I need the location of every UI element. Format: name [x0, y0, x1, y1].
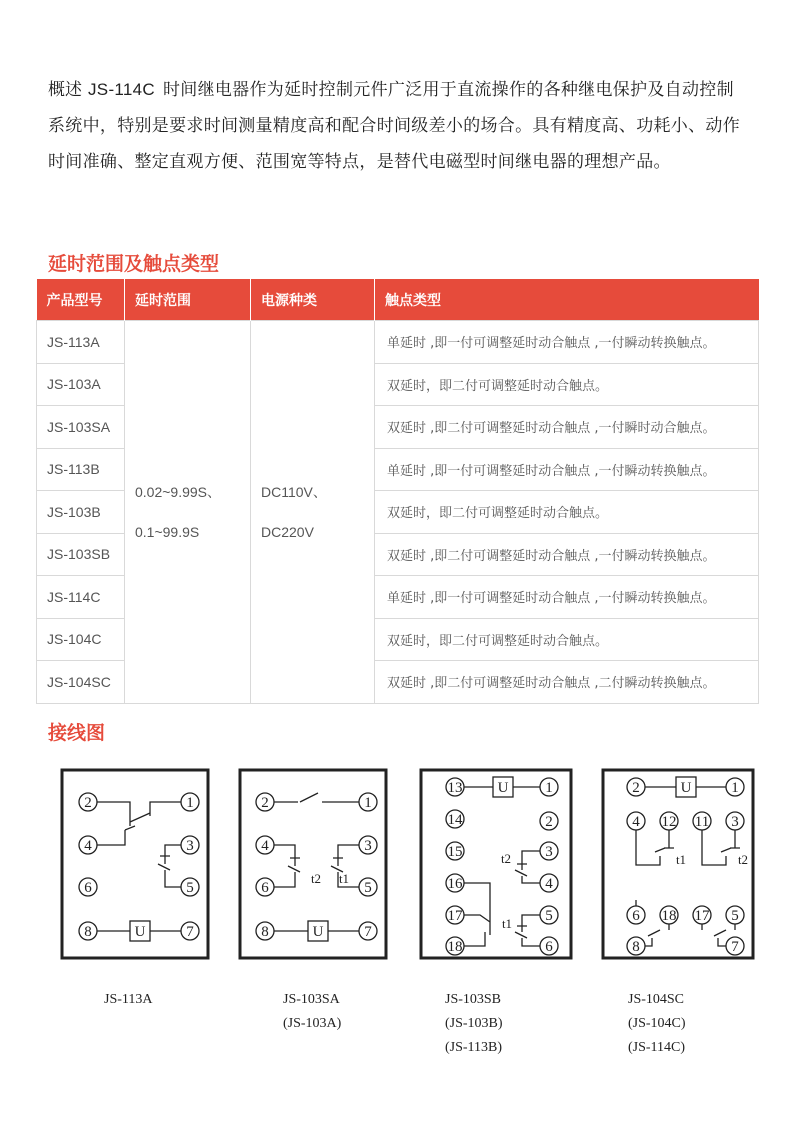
section-title-wiring: 接线图	[48, 722, 106, 744]
svg-text:7: 7	[731, 939, 739, 955]
svg-text:5: 5	[731, 908, 739, 924]
power-1: DC110V、	[261, 483, 327, 500]
coil-u	[493, 777, 513, 797]
terminal	[256, 836, 274, 854]
svg-text:3: 3	[186, 838, 194, 854]
delay-range-2: 0.1~99.9S	[135, 523, 200, 540]
terminal	[446, 810, 464, 828]
terminal	[627, 906, 645, 924]
cell-model: JS-104C	[37, 618, 125, 661]
svg-text:U: U	[312, 924, 324, 940]
wiring-diagram-4	[603, 770, 753, 958]
svg-text:1: 1	[545, 780, 553, 796]
svg-text:2: 2	[261, 795, 269, 811]
svg-text:11: 11	[694, 814, 710, 830]
terminal	[79, 836, 97, 854]
coil-u	[308, 921, 328, 941]
terminal	[540, 778, 558, 796]
terminal	[181, 922, 199, 940]
terminal	[726, 937, 744, 955]
label-t1: t1	[501, 916, 513, 931]
svg-text:U: U	[134, 924, 146, 940]
terminal	[726, 778, 744, 796]
terminal	[359, 922, 377, 940]
terminal	[446, 842, 464, 860]
svg-text:6: 6	[545, 939, 553, 955]
table-row	[37, 321, 759, 364]
cell-model: JS-103A	[37, 363, 125, 406]
diagram-frame	[421, 770, 571, 958]
svg-text:7: 7	[186, 924, 194, 940]
terminal	[79, 922, 97, 940]
terminal	[660, 812, 678, 830]
svg-text:8: 8	[84, 924, 92, 940]
intro-lead: 概述	[48, 80, 82, 100]
terminal	[256, 793, 274, 811]
terminal	[540, 874, 558, 892]
header-delay: 延时范围	[125, 279, 251, 321]
svg-text:1: 1	[731, 780, 739, 796]
svg-text:6: 6	[84, 880, 92, 896]
cell-contact: 单延时 ,即一付可调整延时动合触点 ,一付瞬动转换触点。	[375, 576, 759, 619]
terminal	[256, 922, 274, 940]
delay-range-1: 0.02~9.99S、	[135, 483, 222, 500]
label-t1: t1	[338, 871, 350, 886]
svg-text:5: 5	[186, 880, 194, 896]
svg-text:5: 5	[545, 908, 553, 924]
terminal	[79, 793, 97, 811]
header-power: 电源种类	[251, 279, 375, 321]
label-t2: t2	[737, 852, 749, 867]
terminal	[359, 793, 377, 811]
terminal	[79, 878, 97, 896]
svg-text:7: 7	[364, 924, 372, 940]
svg-text:13: 13	[447, 780, 463, 796]
terminal	[446, 778, 464, 796]
svg-text:4: 4	[545, 876, 553, 892]
wiring-diagram-2	[240, 770, 386, 958]
terminal	[627, 778, 645, 796]
cell-contact: 单延时 ,即一付可调整延时动合触点 ,一付瞬动转换触点。	[375, 321, 759, 364]
svg-text:4: 4	[261, 838, 269, 854]
cell-contact: 双延时，即二付可调整延时动合触点。	[375, 491, 759, 534]
diagram-caption-3: JS-103SB (JS-103B) (JS-113B)	[445, 992, 503, 1055]
svg-text:1: 1	[186, 795, 194, 811]
svg-text:4: 4	[84, 838, 92, 854]
header-model: 产品型号	[37, 279, 125, 321]
header-contact: 触点类型	[375, 279, 759, 321]
svg-text:16: 16	[447, 876, 463, 892]
cell-model: JS-113B	[37, 448, 125, 491]
svg-text:17: 17	[447, 908, 463, 924]
terminal	[726, 906, 744, 924]
svg-text:3: 3	[364, 838, 372, 854]
cell-contact: 双延时，即二付可调整延时动合触点。	[375, 618, 759, 661]
svg-text:8: 8	[632, 939, 640, 955]
spec-table	[36, 279, 759, 704]
svg-text:1: 1	[364, 795, 372, 811]
terminal	[446, 874, 464, 892]
svg-text:15: 15	[447, 844, 463, 860]
svg-text:6: 6	[261, 880, 269, 896]
terminal	[181, 836, 199, 854]
terminal	[540, 906, 558, 924]
diagram-caption-1: JS-113A	[104, 992, 153, 1007]
cell-contact: 双延时 ,即二付可调整延时动合触点 ,一付瞬动转换触点。	[375, 533, 759, 576]
intro-text: 时间继电器作为延时控制元件广泛用于直流操作的各种继电保护及自动控制系统中，特别是要求时间测量精度高和配合时间级差小的场合。具有精度高、功耗小、动作时间准确、整定直观方便、范围宽等特点，是替代电磁型时间继电器的理想产品。	[48, 80, 740, 172]
cell-power	[251, 321, 375, 704]
svg-text:18: 18	[447, 939, 463, 955]
label-t2: t2	[500, 851, 512, 866]
svg-text:U: U	[680, 780, 692, 796]
svg-text:12: 12	[661, 814, 677, 830]
cell-delay-range	[125, 321, 251, 704]
cell-model: JS-103B	[37, 491, 125, 534]
cell-contact: 双延时 ,即二付可调整延时动合触点 ,一付瞬时动合触点。	[375, 406, 759, 449]
terminal	[627, 812, 645, 830]
intro-model: JS-114C	[88, 80, 155, 99]
cell-contact: 单延时 ,即一付可调整延时动合触点 ,一付瞬动转换触点。	[375, 448, 759, 491]
terminal	[693, 812, 711, 830]
terminal	[540, 937, 558, 955]
cell-model: JS-113A	[37, 321, 125, 364]
cell-model: JS-114C	[37, 576, 125, 619]
svg-text:8: 8	[261, 924, 269, 940]
terminal	[726, 812, 744, 830]
svg-text:2: 2	[632, 780, 640, 796]
terminal	[446, 937, 464, 955]
terminal	[256, 878, 274, 896]
terminal	[359, 836, 377, 854]
svg-text:6: 6	[632, 908, 640, 924]
cell-contact: 双延时 ,即二付可调整延时动合触点 ,二付瞬动转换触点。	[375, 661, 759, 704]
svg-text:17: 17	[694, 908, 710, 924]
terminal	[359, 878, 377, 896]
svg-text:2: 2	[84, 795, 92, 811]
cell-contact: 双延时，即二付可调整延时动合触点。	[375, 363, 759, 406]
diagram-caption-2: JS-103SA (JS-103A)	[283, 992, 342, 1031]
cell-model: JS-103SA	[37, 406, 125, 449]
svg-text:3: 3	[731, 814, 739, 830]
wiring-diagram-1	[62, 770, 208, 958]
terminal	[181, 878, 199, 896]
wiring-diagram-3	[421, 770, 571, 958]
svg-text:14: 14	[447, 812, 463, 828]
table-header-row	[37, 279, 759, 321]
wiring-diagrams	[0, 760, 794, 1100]
terminal	[540, 812, 558, 830]
svg-text:4: 4	[632, 814, 640, 830]
intro-paragraph	[48, 72, 748, 180]
svg-text:5: 5	[364, 880, 372, 896]
cell-model: JS-103SB	[37, 533, 125, 576]
svg-text:U: U	[497, 780, 509, 796]
svg-text:2: 2	[545, 814, 553, 830]
section-title-delay: 延时范围及触点类型	[48, 253, 220, 275]
power-2: DC220V	[261, 523, 314, 540]
diagram-caption-4: JS-104SC (JS-104C) (JS-114C)	[628, 992, 686, 1055]
terminal	[181, 793, 199, 811]
svg-text:3: 3	[545, 844, 553, 860]
coil-u	[130, 921, 150, 941]
label-t2: t2	[310, 871, 322, 886]
terminal	[446, 906, 464, 924]
label-t1: t1	[675, 852, 687, 867]
cell-model: JS-104SC	[37, 661, 125, 704]
terminal	[660, 906, 678, 924]
terminal	[540, 842, 558, 860]
svg-text:18: 18	[661, 908, 677, 924]
terminal	[627, 937, 645, 955]
terminal	[693, 906, 711, 924]
coil-u	[676, 777, 696, 797]
